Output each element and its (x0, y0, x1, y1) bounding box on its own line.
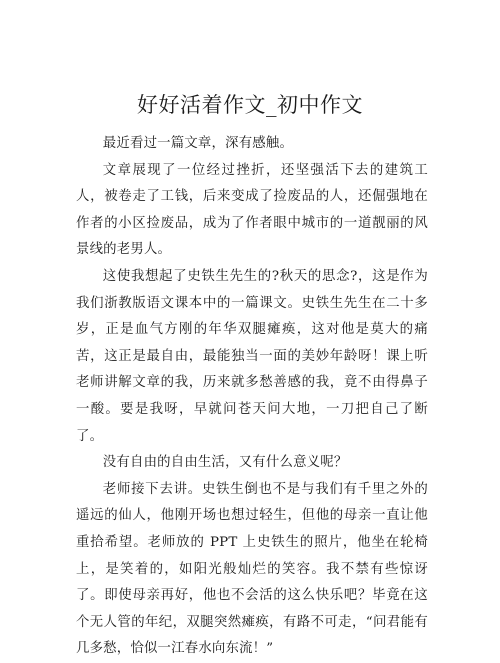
paragraph: 这使我想起了史铁生先生的?秋天的思念?，这是作为我们浙教版语文课本中的一篇课文。史铁生先生在二十多岁，正是血气方刚的年华双腿瘫痪，这对他是莫大的痛苦，这正是最自由，最能独当一面的美妙年龄呀！课上听老师讲解文章的我，历来就多愁善感的我，竟不由得鼻子一酸。要是我呀，早就问苍天问大地，一刀把自己了断了。 (76, 268, 428, 444)
paragraph: 老师接下去讲。史铁生倒也不是与我们有千里之外的遥远的仙人，他刚开场也想过轻生，但他的母亲一直让他重拾希望。老师放的 PPT 上史铁生的照片，他坐在轮椅上，是笑着的，如阳光般灿烂的笑容。我不禁有些惊讶了。即使母亲再好，他也不会活的这么快乐吧？毕竟在这个无人管的年纪，双腿突然瘫痪，有路不可走，“问君能有几多愁，恰似一江春水向东流！” (76, 481, 428, 657)
document-title: 好好活着作文_初中作文 (137, 93, 363, 117)
paragraph: 最近看过一篇文章，深有感触。 (102, 136, 294, 151)
document-body (76, 131, 428, 663)
paragraph: 没有自由的自由生活，又有什么意义呢？ (102, 455, 348, 471)
paragraph: 文章展现了一位经过挫折，还坚强活下去的建筑工人，被卷走了工钱，后来变成了捡废品的人，还倔强地在作者的小区捡废品，成为了作者眼中城市的一道靓丽的风景线的老男人。 (76, 162, 428, 258)
